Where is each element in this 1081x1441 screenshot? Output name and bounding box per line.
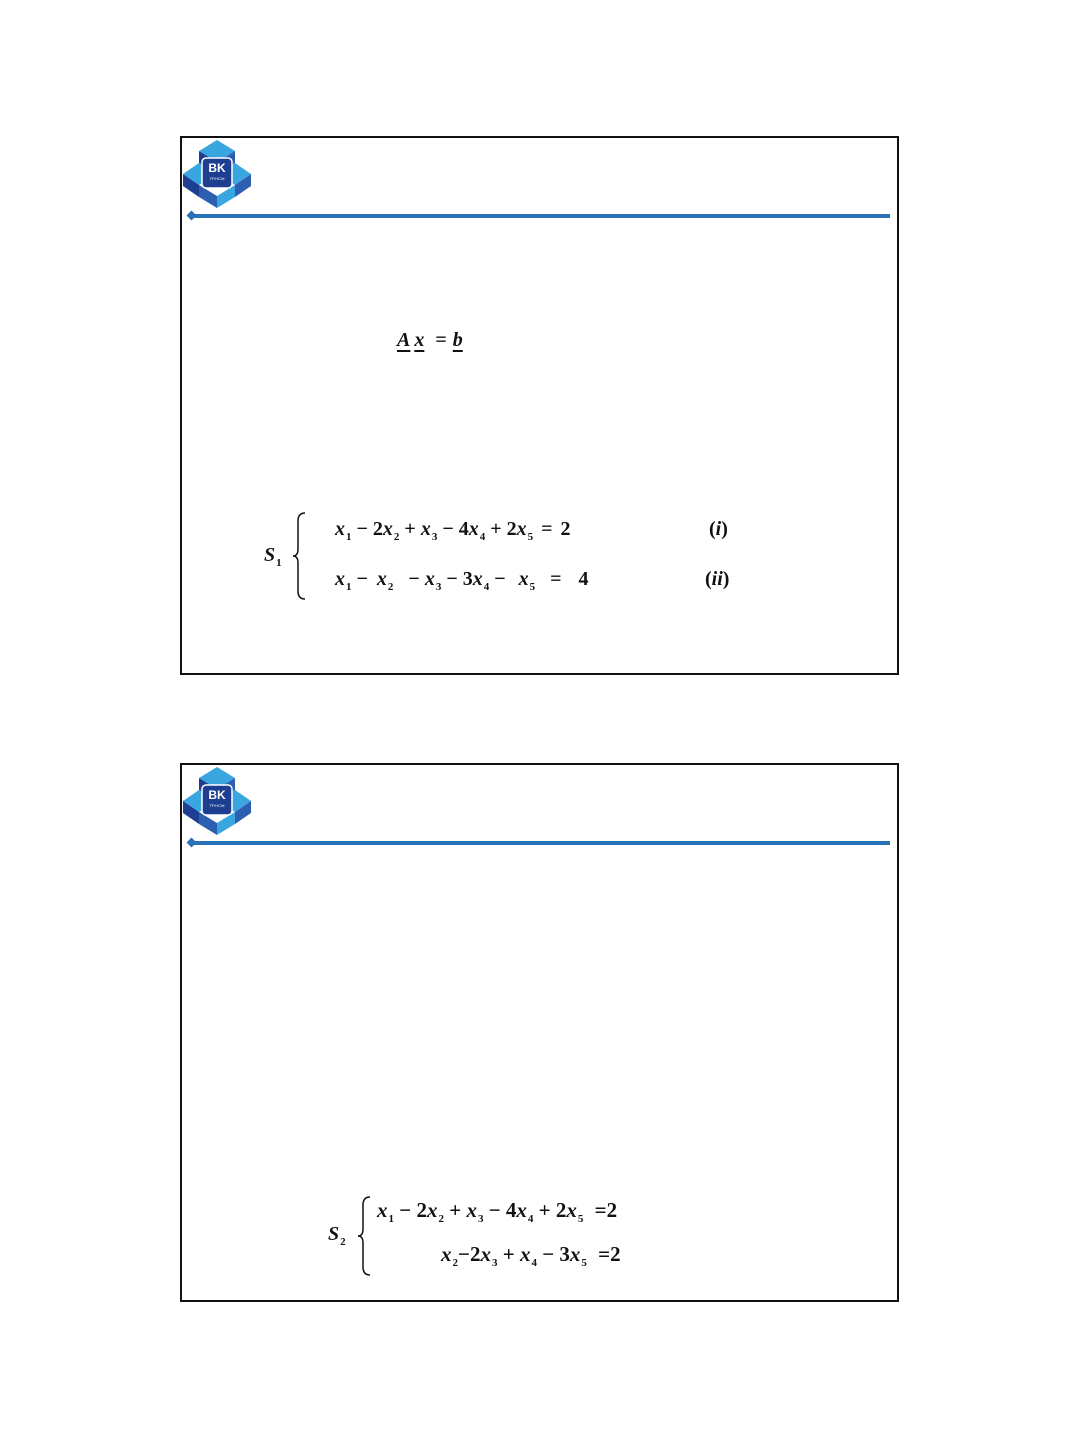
- logo-text: BK: [208, 161, 226, 175]
- matrix-equation: A x = b: [397, 329, 463, 351]
- header-rule: [190, 214, 890, 218]
- system-label: $S_2$: [328, 1223, 346, 1248]
- bk-logo: [182, 138, 252, 210]
- logo-subtext: TP.HCM: [209, 176, 225, 181]
- equation-tag-ii: (ii): [705, 568, 730, 590]
- system-brace: [292, 511, 308, 601]
- equation-row-1: $x_1 - 2x_2 + x_3 - 4x_4 + 2x_5 =2$: [377, 1198, 618, 1225]
- equation-row-1: $x_1 - 2x_2 + x_3 - 4x_4 + 2x_5 = 2$: [335, 518, 571, 543]
- equation-tag-i: (i): [709, 518, 728, 540]
- logo-subtext: TP.HCM: [209, 803, 225, 808]
- header-rule: [190, 841, 890, 845]
- system-label: $S_1$: [264, 544, 282, 569]
- equation-row-2: $x_2-2x_3 + x_4 - 3x_5 =2$: [441, 1242, 621, 1269]
- logo-text: BK: [208, 788, 226, 802]
- slide-1: [180, 136, 899, 675]
- equation-row-2: $x_1 - x_2 - x_3 - 3x_4 - x_5 = 4$: [335, 568, 589, 593]
- slide-2: [180, 763, 899, 1302]
- system-brace: [357, 1195, 373, 1277]
- bk-logo: [182, 765, 252, 837]
